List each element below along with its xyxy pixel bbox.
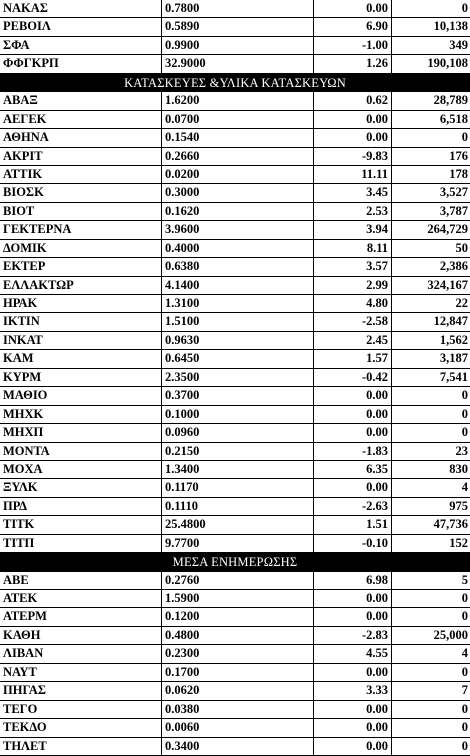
stock-price: 0.0200 [162,166,314,183]
stock-symbol: ΠΡΔ [0,498,162,515]
percent-change: 0.00 [314,387,392,404]
stock-symbol: ΞΥΛΚ [0,479,162,496]
stock-price: 0.2660 [162,148,314,165]
table-row [0,424,470,442]
stock-symbol: ΜΗΧΚ [0,406,162,423]
trade-volume: 190,108 [427,56,468,71]
trade-volume: 6,518 [439,111,468,126]
stock-symbol: ΝΑΥΤ [0,664,162,681]
stock-symbol: ΝΑΚΑΣ [0,0,162,17]
percent-change: 3.57 [314,258,392,275]
table-row [0,682,470,700]
stock-price: 0.2760 [162,572,314,589]
stock-symbol: ΙΝΚΑΤ [0,332,162,349]
table-row [0,0,470,18]
percent-change: 0.00 [314,129,392,146]
percent-change: 11.11 [314,166,392,183]
percent-change: 0.00 [314,406,392,423]
table-row [0,37,470,55]
stock-price: 0.1620 [162,203,314,220]
stock-symbol: ΚΥΡΜ [0,369,162,386]
stock-symbol: ΕΚΤΕΡ [0,258,162,275]
percent-change: 0.00 [314,738,392,755]
trade-volume: 830 [449,461,468,476]
table-row [0,221,470,239]
percent-change: 0.00 [314,701,392,718]
stock-price: 0.3400 [162,738,314,755]
stock-symbol: ΗΡΑΚ [0,295,162,312]
stock-price: 1.5100 [162,313,314,330]
table-row [0,479,470,497]
table-row [0,166,470,184]
stock-price: 3.9600 [162,221,314,238]
table-row [0,701,470,719]
stock-price: 0.4000 [162,240,314,257]
table-row [0,387,470,405]
trade-volume: 324,167 [427,277,468,292]
stock-price: 0.1110 [162,498,314,515]
table-row [0,443,470,461]
percent-change: -2.58 [314,313,392,330]
stock-price: 2.3500 [162,369,314,386]
table-row [0,516,470,534]
trade-volume: 3,787 [439,203,468,218]
stock-symbol: ΡΕΒΟΙΛ [0,18,162,35]
stock-price: 25.4800 [162,516,314,533]
stock-symbol: ΑΤΕΚ [0,590,162,607]
trade-volume: 0 [461,130,468,145]
stock-price: 9.7700 [162,535,314,552]
table-row [0,184,470,202]
stock-symbol: ΚΑΜ [0,350,162,367]
stock-symbol: ΑΘΗΝΑ [0,129,162,146]
trade-volume: 3,527 [439,185,468,200]
percent-change: 0.00 [314,0,392,17]
percent-change: 2.99 [314,277,392,294]
stock-price: 0.1170 [162,479,314,496]
stock-symbol: ΣΦΑ [0,37,162,54]
stock-symbol: ΑΤΕΡΜ [0,608,162,625]
trade-volume: 176 [449,148,468,163]
stock-price: 0.1000 [162,406,314,423]
stock-symbol: ΑΒΕ [0,572,162,589]
percent-change: 4.80 [314,295,392,312]
stock-symbol: ΙΚΤΙΝ [0,313,162,330]
table-row [0,258,470,276]
stock-symbol: ΔΟΜΙΚ [0,240,162,257]
trade-volume: 10,138 [433,19,468,34]
stock-symbol: ΜΗΧΠ [0,424,162,441]
stock-symbol: ΠΗΓΑΣ [0,682,162,699]
table-row [0,461,470,479]
percent-change: 6.35 [314,461,392,478]
stock-symbol: ΒΙΟΤ [0,203,162,220]
trade-volume: 0 [461,738,468,753]
table-row [0,148,470,166]
percent-change: 3.45 [314,184,392,201]
stock-price: 0.9900 [162,37,314,54]
percent-change: -9.83 [314,148,392,165]
stock-symbol: ΤΕΓΟ [0,701,162,718]
percent-change: 0.00 [314,424,392,441]
stock-price: 1.3400 [162,461,314,478]
trade-volume: 1,562 [439,332,468,347]
table-row [0,350,470,368]
stock-symbol: ΛΙΒΑΝ [0,645,162,662]
table-row [0,295,470,313]
percent-change: 1.51 [314,516,392,533]
table-row [0,664,470,682]
percent-change: -2.63 [314,498,392,515]
stock-price: 0.1200 [162,608,314,625]
stock-price: 1.3100 [162,295,314,312]
stock-price: 0.2300 [162,645,314,662]
trade-volume: 4 [461,480,468,495]
table-row [0,369,470,387]
trade-volume: 264,729 [427,222,468,237]
table-row [0,608,470,626]
table-row [0,590,470,608]
trade-volume: 22 [455,296,468,310]
stock-price: 1.5900 [162,590,314,607]
trade-volume: 0 [461,609,468,624]
stock-price: 0.0700 [162,111,314,128]
trade-volume: 975 [449,498,468,513]
percent-change: 4.55 [314,645,392,662]
percent-change: 2.45 [314,332,392,349]
trade-volume: 0 [461,664,468,679]
trade-volume: 152 [449,535,468,550]
trade-volume: 0 [461,591,468,605]
stock-symbol: ΑΚΡΙΤ [0,148,162,165]
trade-volume: 0 [461,406,468,421]
trade-volume: 23 [455,443,468,458]
table-row [0,719,470,737]
percent-change: 8.11 [314,240,392,257]
stock-price: 0.0060 [162,719,314,736]
stock-symbol: ΦΦΓΚΡΠ [0,55,162,72]
section-header: ΜΕΣΑ ΕΝΗΜΕΡΩΣΗΣ [0,553,470,571]
section-header: ΚΑΤΑΣΚΕΥΕΣ &ΥΛΙΚΑ ΚΑΤΑΣΚΕΥΩΝ [0,74,470,92]
percent-change: 6.90 [314,18,392,35]
percent-change: 3.94 [314,221,392,238]
trade-volume: 0 [461,720,468,735]
trade-volume: 0 [461,388,468,403]
trade-volume: 0 [461,701,468,716]
table-row [0,572,470,590]
table-row [0,498,470,516]
percent-change: 6.98 [314,572,392,589]
percent-change: 0.00 [314,664,392,681]
table-row [0,313,470,331]
stock-symbol: ΒΙΟΣΚ [0,184,162,201]
stock-price: 0.0380 [162,701,314,718]
stock-price: 0.6380 [162,258,314,275]
trade-volume: 0 [461,1,468,15]
table-row [0,738,470,756]
percent-change: 0.00 [314,479,392,496]
percent-change: 0.00 [314,719,392,736]
percent-change: -0.42 [314,369,392,386]
stock-symbol: ΤΕΚΔΟ [0,719,162,736]
percent-change: 2.53 [314,203,392,220]
trade-volume: 28,789 [433,93,468,108]
stock-symbol: ΜΟΧΑ [0,461,162,478]
stock-symbol: ΤΙΤΚ [0,516,162,533]
trade-volume: 47,736 [433,517,468,532]
percent-change: -1.00 [314,37,392,54]
table-row [0,645,470,663]
stock-price: 0.0960 [162,424,314,441]
percent-change: 0.62 [314,92,392,109]
trade-volume: 7,541 [439,369,468,384]
trade-volume: 3,187 [439,351,468,366]
trade-volume: 25,000 [433,627,468,642]
trade-volume: 2,386 [439,259,468,274]
trade-volume: 349 [449,37,468,52]
percent-change: 0.00 [314,111,392,128]
stock-price: 0.1700 [162,664,314,681]
table-row [0,18,470,36]
stock-price: 1.6200 [162,92,314,109]
stock-symbol: ΜΑΘΙΟ [0,387,162,404]
stock-price: 0.3000 [162,184,314,201]
table-row [0,406,470,424]
stock-price: 0.0620 [162,682,314,699]
percent-change: 1.26 [314,55,392,72]
percent-change: 1.57 [314,350,392,367]
percent-change: 0.00 [314,590,392,607]
percent-change: 0.00 [314,608,392,625]
table-row [0,240,470,258]
percent-change: -1.83 [314,443,392,460]
table-row [0,277,470,295]
table-row [0,535,470,553]
trade-volume: 7 [461,683,468,698]
percent-change: 3.33 [314,682,392,699]
trade-volume: 4 [461,646,468,661]
trade-volume: 50 [455,240,468,255]
stock-price: 32.9000 [162,55,314,72]
table-row [0,332,470,350]
trade-volume: 178 [449,166,468,181]
table-row [0,92,470,110]
stock-price: 0.2150 [162,443,314,460]
stock-symbol: ΑΒΑΞ [0,92,162,109]
stock-price: 4.1400 [162,277,314,294]
table-row [0,627,470,645]
stock-price: 0.1540 [162,129,314,146]
stock-price: 0.9630 [162,332,314,349]
trade-volume: 12,847 [433,314,468,329]
stock-symbol: ΜΟΝΤΑ [0,443,162,460]
stock-symbol: ΑΕΓΕΚ [0,111,162,128]
stock-price: 0.7800 [162,0,314,17]
stock-symbol: ΑΤΤΙΚ [0,166,162,183]
table-row [0,129,470,147]
stock-price: 0.5890 [162,18,314,35]
stock-price: 0.4800 [162,627,314,644]
table-row [0,203,470,221]
stock-price: 0.6450 [162,350,314,367]
stock-symbol: ΤΙΤΠ [0,535,162,552]
trade-volume: 5 [461,572,468,587]
percent-change: -2.83 [314,627,392,644]
stock-symbol: ΓΕΚΤΕΡΝΑ [0,221,162,238]
stock-symbol: ΤΗΛΕΤ [0,738,162,755]
percent-change: -0.10 [314,535,392,552]
stock-symbol: ΚΑΘΗ [0,627,162,644]
stock-symbol: ΕΛΛΑΚΤΩΡ [0,277,162,294]
table-row [0,55,470,73]
trade-volume: 0 [461,425,468,440]
stock-price: 0.3700 [162,387,314,404]
table-row [0,111,470,129]
